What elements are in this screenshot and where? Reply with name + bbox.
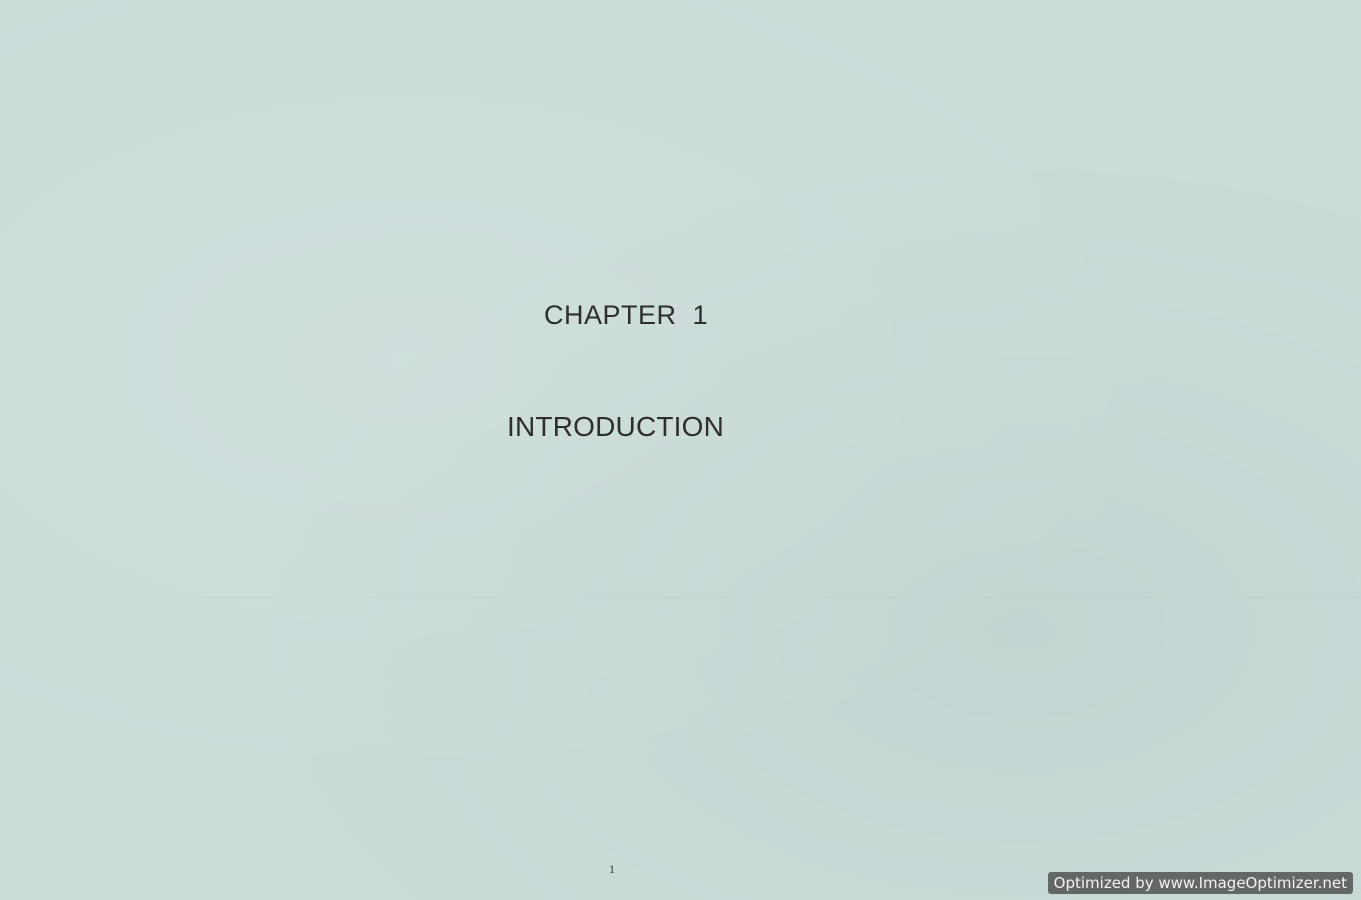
scan-artifact-line [0,597,1361,598]
chapter-label: CHAPTER 1 [544,300,709,330]
chapter-title: INTRODUCTION [507,411,725,442]
watermark-badge: Optimized by www.ImageOptimizer.net [1048,872,1353,894]
page-number: 1 [609,862,615,876]
